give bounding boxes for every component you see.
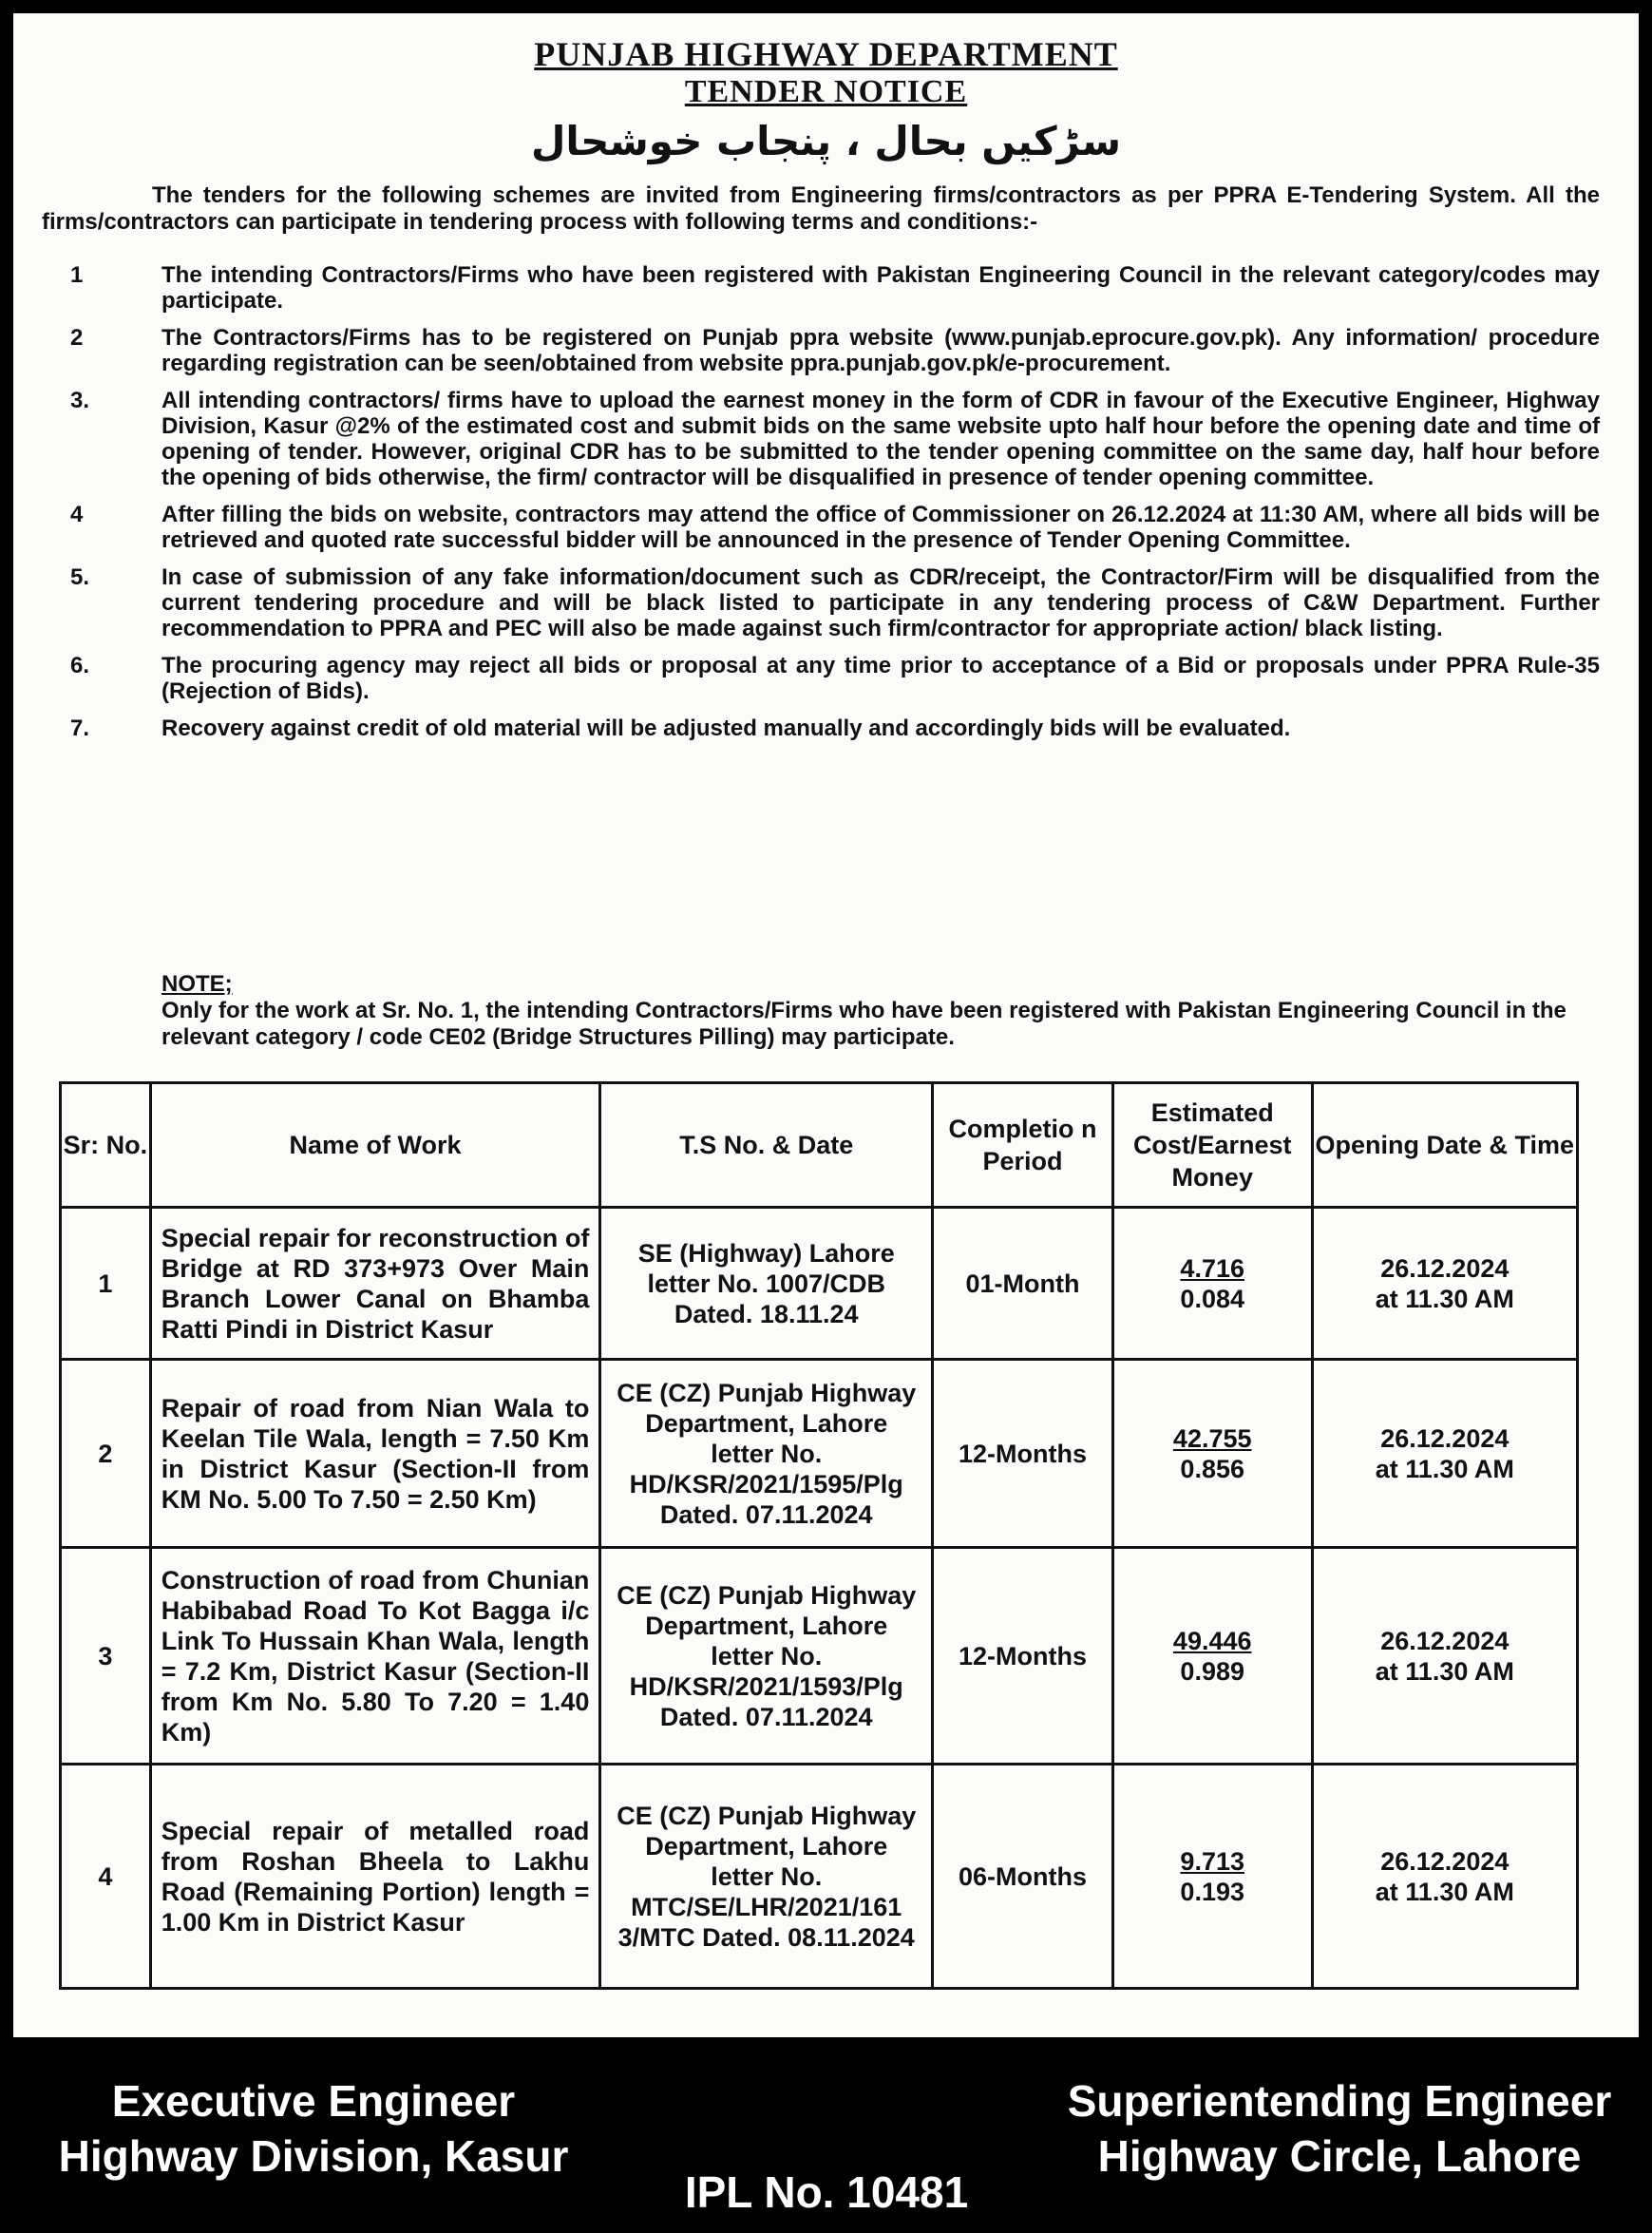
col-header-ts: T.S No. & Date <box>600 1083 933 1208</box>
term-item <box>70 502 1600 553</box>
col-header-period: Completio n Period <box>933 1083 1113 1208</box>
cell-opening <box>1312 1208 1577 1360</box>
table-row <box>61 1548 1578 1765</box>
opening-date: 26.12.2024 <box>1380 1253 1510 1283</box>
term-item <box>70 262 1600 314</box>
table-row <box>61 1360 1578 1548</box>
table-row <box>61 1208 1578 1360</box>
cell-ts: CE (CZ) Punjab Highway Department, Lahore letter No. HD/KSR/2021/1593/Plg Dated. 07.11.2024 <box>600 1548 933 1765</box>
cell-cost <box>1112 1360 1312 1548</box>
cell-opening <box>1312 1765 1577 1989</box>
term-text: In case of submission of any fake information/document such as CDR/receipt, the Contractor/Firm will be disqualified from the current tendering procedure and will be black listed to participate in any tendering process of C&W Department. Further recommendation to PPRA and PEC will also be made against such firm/contractor for appropriate action/ black listing. <box>161 564 1600 641</box>
term-number: 4 <box>70 502 84 527</box>
cell-sr: 2 <box>61 1360 151 1548</box>
earnest-money: 0.989 <box>1180 1656 1244 1686</box>
cell-period: 12-Months <box>933 1548 1113 1765</box>
estimated-cost: 9.713 <box>1180 1846 1244 1876</box>
cell-opening <box>1312 1548 1577 1765</box>
right-signatory-title: Superientending Engineer <box>1067 2076 1612 2126</box>
cell-work: Construction of road from Chunian Habibabad Road To Kot Bagga i/c Link To Hussain Khan Wala, length = 7.2 Km, District Kasur (Section-II from Km No. 5.80 To 7.20 = 1.40 Km) <box>150 1548 600 1765</box>
right-signatory-office: Highway Circle, Lahore <box>1097 2131 1582 2181</box>
opening-date: 26.12.2024 <box>1380 1846 1510 1876</box>
opening-date: 26.12.2024 <box>1380 1423 1510 1453</box>
opening-time: at 11.30 AM <box>1375 1656 1514 1686</box>
notice-title: TENDER NOTICE <box>684 74 968 109</box>
col-header-work: Name of Work <box>150 1083 600 1208</box>
cell-sr: 1 <box>61 1208 151 1360</box>
term-number: 2 <box>70 325 84 351</box>
left-signatory-office: Highway Division, Kasur <box>58 2131 569 2181</box>
opening-time: at 11.30 AM <box>1375 1877 1514 1906</box>
cell-period: 06-Months <box>933 1765 1113 1989</box>
note-text: Only for the work at Sr. No. 1, the intending Contractors/Firms who have been registered with Pakistan Engineering Council in the relevant category / code CE02 (Bridge Structures Pilling) may participate. <box>161 998 1567 1050</box>
cell-sr: 3 <box>61 1548 151 1765</box>
col-header-cost: Estimated Cost/Earnest Money <box>1112 1083 1312 1208</box>
cell-work: Special repair for reconstruction of Bridge at RD 373+973 Over Main Branch Lower Canal on Bhamba Ratti Pindi in District Kasur <box>150 1208 600 1360</box>
cell-opening <box>1312 1360 1577 1548</box>
footer-left-signatory <box>28 2073 598 2184</box>
opening-time: at 11.30 AM <box>1375 1454 1514 1483</box>
cell-ts: SE (Highway) Lahore letter No. 1007/CDB Dated. 18.11.24 <box>600 1208 933 1360</box>
cell-period: 12-Months <box>933 1360 1113 1548</box>
col-header-opening: Opening Date & Time <box>1312 1083 1577 1208</box>
terms-list <box>70 262 1600 753</box>
term-number: 7. <box>70 716 90 741</box>
term-item <box>70 388 1600 490</box>
opening-date: 26.12.2024 <box>1380 1626 1510 1655</box>
intro-paragraph: The tenders for the following schemes are invited from Engineering firms/contractors as per PPRA E-Tendering System. All the firms/contractors can participate in tendering process with following terms and conditions:- <box>42 182 1600 235</box>
cell-ts: CE (CZ) Punjab Highway Department, Lahore letter No. MTC/SE/LHR/2021/161 3/MTC Dated. 08.11.2024 <box>600 1765 933 1989</box>
term-number: 5. <box>70 564 90 590</box>
term-item <box>70 716 1600 741</box>
table-row <box>61 1765 1578 1989</box>
term-number: 3. <box>70 388 90 413</box>
cell-period: 01-Month <box>933 1208 1113 1360</box>
cell-work: Repair of road from Nian Wala to Keelan Tile Wala, length = 7.50 Km in District Kasur (Section-II from KM No. 5.00 To 7.50 = 2.50 Km) <box>150 1360 600 1548</box>
term-number: 6. <box>70 653 90 678</box>
earnest-money: 0.084 <box>1180 1284 1244 1313</box>
col-header-sr: Sr: No. <box>61 1083 151 1208</box>
cell-sr: 4 <box>61 1765 151 1989</box>
earnest-money: 0.856 <box>1180 1454 1244 1483</box>
cell-cost <box>1112 1765 1312 1989</box>
cell-cost <box>1112 1208 1312 1360</box>
term-item <box>70 564 1600 641</box>
earnest-money: 0.193 <box>1180 1877 1244 1906</box>
estimated-cost: 49.446 <box>1172 1626 1252 1655</box>
term-text: After filling the bids on website, contractors may attend the office of Commissioner on 26.12.2024 at 11:30 AM, where all bids will be retrieved and quoted rate successful bidder will be announced in the presence of Tender Opening Committee. <box>161 502 1600 553</box>
ipl-number: IPL No. 10481 <box>684 2167 969 2217</box>
term-number: 1 <box>70 262 84 288</box>
term-text: The procuring agency may reject all bids or proposal at any time prior to acceptance of a Bid or proposals under PPRA Rule-35 (Rejection of Bids). <box>161 653 1600 704</box>
estimated-cost: 4.716 <box>1180 1253 1244 1283</box>
urdu-slogan: سڑکیں بحال ، پنجاب خوشحال <box>530 118 1122 164</box>
table-header-row <box>61 1083 1578 1208</box>
term-text: All intending contractors/ firms have to upload the earnest money in the form of CDR in favour of the Executive Engineer, Highway Division, Kasur @2% of the estimated cost and submit bids on the same website upto half hour before the opening date and time of opening of tender. However, original CDR has to be submitted to the tender opening committee on the same day, half hour before the opening of bids otherwise, the firm/ contractor will be disqualified in presence of tender opening committee. <box>161 388 1600 490</box>
term-item <box>70 325 1600 376</box>
footer-right-signatory <box>1035 2073 1643 2184</box>
opening-time: at 11.30 AM <box>1375 1284 1514 1313</box>
term-item <box>70 653 1600 704</box>
cell-work: Special repair of metalled road from Roshan Bheela to Lakhu Road (Remaining Portion) length = 1.00 Km in District Kasur <box>150 1765 600 1989</box>
left-signatory-title: Executive Engineer <box>111 2076 516 2126</box>
term-text: The Contractors/Firms has to be registered on Punjab ppra website (www.punjab.eprocure.gov.pk). Any information/ procedure regarding registration can be seen/obtained from website ppra.punjab.gov.pk/e-procurement. <box>161 325 1600 376</box>
tender-table <box>59 1081 1579 1990</box>
cell-ts: CE (CZ) Punjab Highway Department, Lahore letter No. HD/KSR/2021/1595/Plg Dated. 07.11.2024 <box>600 1360 933 1548</box>
estimated-cost: 42.755 <box>1172 1423 1252 1453</box>
note-heading: NOTE; <box>161 971 233 997</box>
term-text: The intending Contractors/Firms who have been registered with Pakistan Engineering Council in the relevant category/codes may participate. <box>161 262 1600 314</box>
term-text: Recovery against credit of old material will be adjusted manually and accordingly bids will be evaluated. <box>161 716 1291 741</box>
cell-cost <box>1112 1548 1312 1765</box>
department-title: PUNJAB HIGHWAY DEPARTMENT <box>534 35 1118 73</box>
note-section <box>161 971 1586 1051</box>
